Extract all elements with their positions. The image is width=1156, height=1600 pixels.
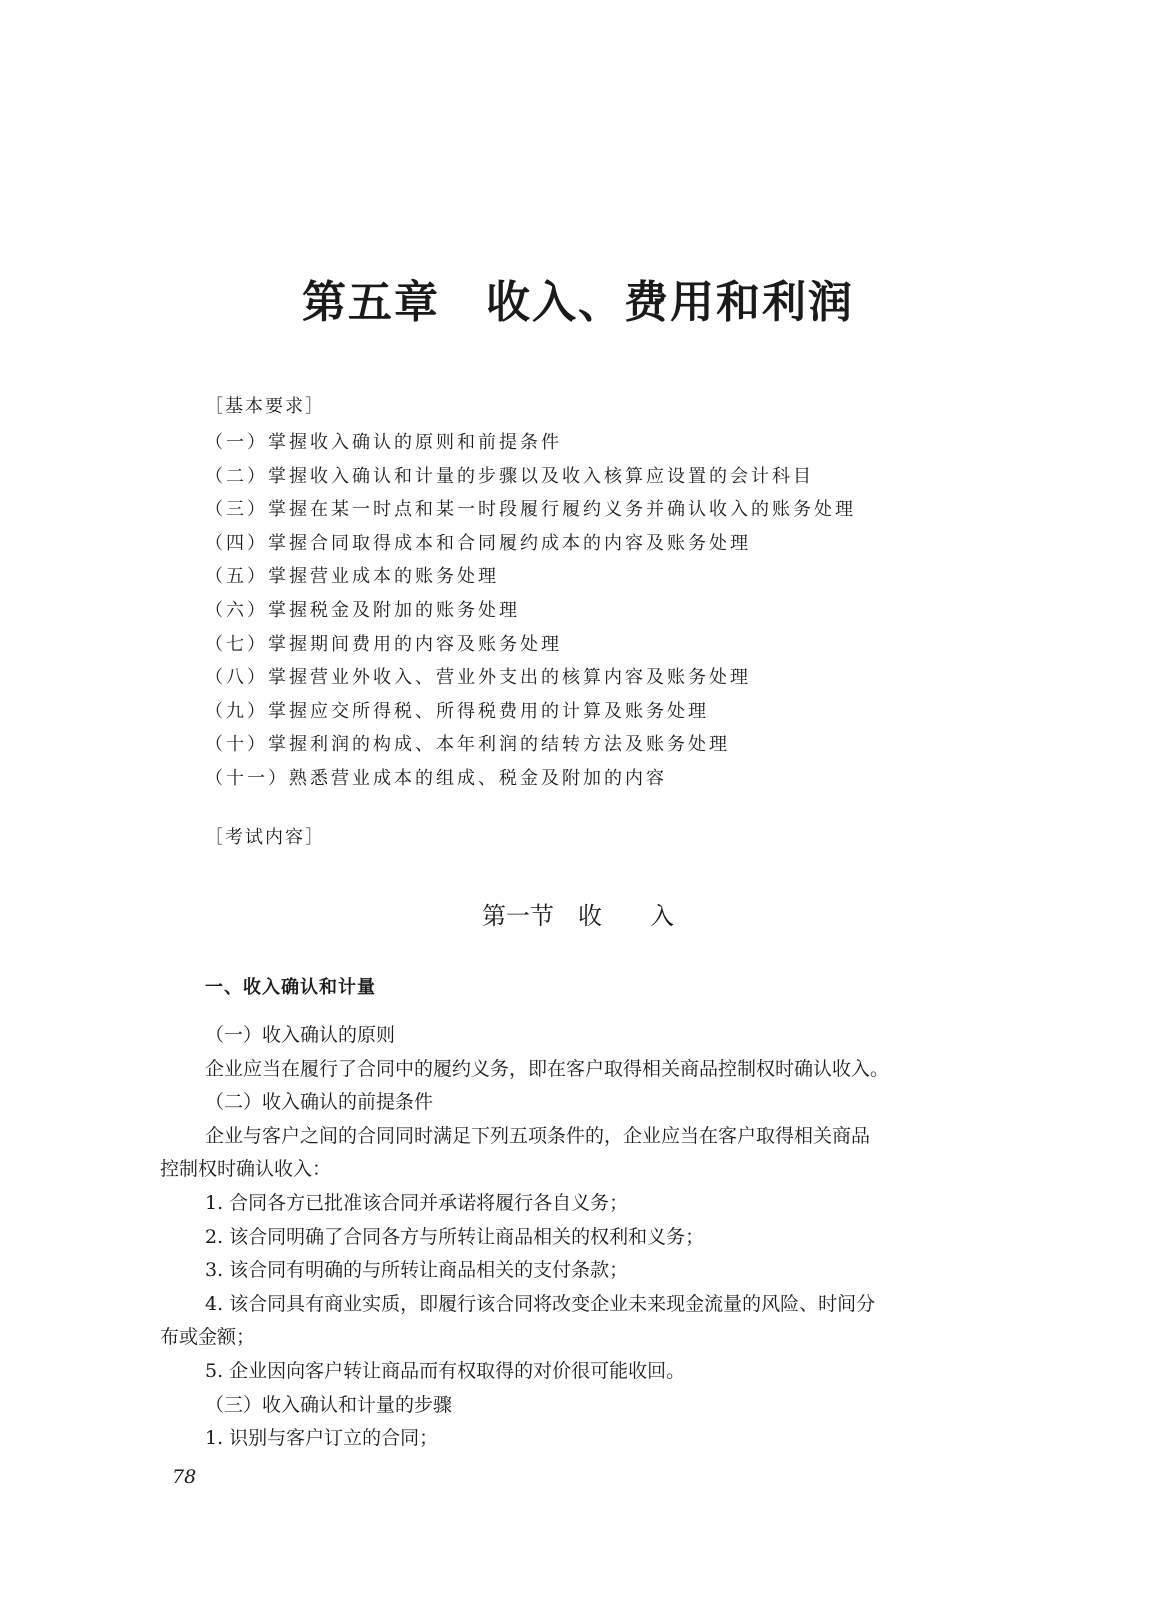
body-line: 企业与客户之间的合同同时满足下列五项条件的，企业应当在客户取得相关商品 (205, 1124, 871, 1147)
requirement-item: （一）掌握收入确认的原则和前提条件 (205, 432, 562, 453)
body-line: 1. 识别与客户订立的合同； (205, 1427, 439, 1450)
requirement-item: （五）掌握营业成本的账务处理 (205, 566, 499, 588)
body-line: 1. 合同各方已批准该合同并承诺将履行各自义务； (205, 1191, 629, 1214)
body-line: 3. 该合同有明确的与所转让商品相关的支付条款； (205, 1259, 629, 1282)
requirement-item: （四）掌握合同取得成本和合同履约成本的内容及账务处理 (205, 532, 751, 554)
body-line: 布或金额； (160, 1326, 256, 1349)
body-line: （二）收入确认的前提条件 (205, 1091, 434, 1114)
requirement-item: （九）掌握应交所得税、所得税费用的计算及账务处理 (205, 700, 709, 722)
body-line: 5. 企业因向客户转让商品而有权取得的对价很可能收回。 (205, 1359, 686, 1382)
requirements-list (205, 426, 856, 796)
body-line: 2. 该合同明确了合同各方与所转让商品相关的权利和义务； (205, 1225, 705, 1248)
requirement-item: （二）掌握收入确认和计量的步骤以及收入核算应设置的会计科目 (205, 465, 814, 487)
body-line: （三）收入确认和计量的步骤 (205, 1393, 453, 1416)
requirement-item: （三）掌握在某一时点和某一时段履行履约义务并确认收入的账务处理 (205, 499, 856, 521)
requirement-item: （十）掌握利润的构成、本年利润的结转方法及账务处理 (205, 734, 730, 756)
requirement-item: （八）掌握营业外收入、营业外支出的核算内容及账务处理 (205, 667, 751, 689)
exam-content-label: ［考试内容］ (205, 827, 325, 848)
body-line: （一）收入确认的原则 (205, 1024, 396, 1046)
requirement-item: （十一）熟悉营业成本的组成、税金及附加的内容 (205, 767, 667, 789)
body-text (160, 1019, 1000, 1456)
chapter-title: 第五章 收入、费用和利润 (302, 277, 854, 328)
section-title: 第一节 收 入 (482, 902, 674, 930)
body-line: 企业应当在履行了合同中的履约义务，即在客户取得相关商品控制权时确认收入。 (205, 1057, 890, 1080)
basic-requirements-label: ［基本要求］ (205, 396, 325, 417)
body-line: 控制权时确认收入： (160, 1158, 332, 1181)
requirement-item: （七）掌握期间费用的内容及账务处理 (205, 633, 562, 655)
heading-1: 一、收入确认和计量 (205, 977, 376, 998)
body-line: 4. 该合同具有商业实质，即履行该合同将改变企业未来现金流量的风险、时间分 (205, 1292, 876, 1315)
requirement-item: （六）掌握税金及附加的账务处理 (205, 599, 520, 621)
page-number: 78 (172, 1466, 197, 1488)
